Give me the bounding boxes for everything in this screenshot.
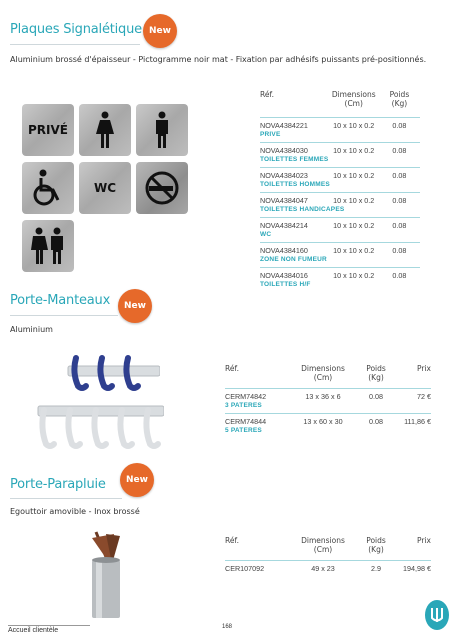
table-row — [260, 217, 420, 242]
logo-icon — [425, 600, 449, 630]
col-dim-unit: (Cm) — [313, 545, 333, 554]
table-row — [225, 413, 431, 438]
col-kg-label: Poids — [389, 90, 410, 99]
sign-women — [79, 104, 131, 156]
cell-dim: 10 x 10 x 0.2 — [333, 271, 375, 280]
col-ref: Réf. — [225, 536, 239, 545]
no-smoking-icon — [143, 169, 181, 207]
cell-kg: 0.08 — [392, 221, 407, 230]
page-number: 168 — [222, 624, 233, 630]
cell-dim: 49 x 23 — [311, 564, 335, 573]
col-kg — [355, 536, 397, 554]
col-kg — [379, 90, 420, 108]
cell-dim: 10 x 10 x 0.2 — [333, 121, 375, 130]
col-dim-unit: (Cm) — [313, 373, 333, 382]
col-kg-label: Poids — [366, 536, 386, 545]
section-title-parapluie: Porte-Parapluie — [10, 477, 106, 492]
section-title-plaques: Plaques Signalétique — [10, 22, 142, 37]
cell-label: TOILETTES HOMMES — [260, 181, 330, 188]
footer-accueil: Accueil clientèle — [8, 627, 59, 634]
cell-dim: 10 x 10 x 0.2 — [333, 171, 375, 180]
cell-prix: 194,98 € — [403, 564, 431, 573]
man-woman-icon — [30, 227, 66, 265]
col-dim — [291, 536, 355, 554]
cell-label: 3 PATERES — [225, 402, 262, 409]
cell-ref: NOVA4384214 — [260, 221, 308, 230]
cell-kg: 0.08 — [392, 271, 407, 280]
section-title-manteaux: Porte-Manteaux — [10, 293, 111, 308]
col-dim — [291, 364, 355, 382]
cell-kg: 0.08 — [392, 171, 407, 180]
cell-dim: 10 x 10 x 0.2 — [333, 196, 375, 205]
col-ref: Réf. — [225, 364, 239, 373]
cell-ref: CERM74842 — [225, 392, 267, 401]
table-header — [260, 90, 420, 108]
cell-label: PRIVE — [260, 131, 281, 138]
table-row — [260, 242, 420, 267]
sign-no-smoking — [136, 162, 188, 214]
new-badge: New — [143, 14, 177, 48]
col-kg — [355, 364, 397, 382]
title-underline — [10, 498, 122, 499]
col-kg-unit: (Kg) — [391, 99, 408, 108]
cell-kg: 0.08 — [392, 146, 407, 155]
col-prix: Prix — [417, 364, 431, 373]
sign-toilettes-hf — [22, 220, 74, 272]
table-header — [225, 536, 431, 554]
cell-label: TOILETTES H/F — [260, 281, 311, 288]
cell-ref: NOVA4384221 — [260, 121, 308, 130]
footer-divider — [8, 625, 90, 626]
sign-prive — [22, 104, 74, 156]
col-dim — [329, 90, 379, 108]
cell-label: WC — [260, 231, 272, 238]
cell-prix: 72 € — [417, 392, 431, 401]
cell-label: ZONE NON FUMEUR — [260, 256, 327, 263]
coat-rack-image-5 — [34, 400, 164, 452]
umbrella-stand-image — [82, 530, 130, 620]
cell-label: 5 PATERES — [225, 427, 262, 434]
woman-icon — [94, 111, 116, 149]
cell-ref: CER107092 — [225, 564, 265, 573]
cell-dim: 10 x 10 x 0.2 — [333, 146, 375, 155]
table-row — [225, 388, 431, 413]
col-dim-label: Dimensions — [331, 90, 376, 99]
subtitle-parapluie: Egouttoir amovible - Inox brossé — [10, 507, 140, 516]
table-manteaux — [225, 364, 431, 438]
sign-prive-text: PRIVÉ — [28, 123, 68, 137]
cell-dim: 10 x 10 x 0.2 — [333, 221, 375, 230]
new-badge: New — [120, 463, 154, 497]
cell-kg: 0.08 — [392, 196, 407, 205]
cell-prix: 111,86 € — [404, 417, 431, 426]
cell-kg: 0.08 — [392, 246, 407, 255]
table-header — [225, 364, 431, 382]
coat-rack-image-3 — [62, 346, 160, 392]
table-row — [260, 192, 420, 217]
sign-images — [22, 104, 188, 274]
sign-handicap — [22, 162, 74, 214]
wheelchair-icon — [31, 169, 65, 207]
cell-ref: NOVA4384016 — [260, 271, 308, 280]
subtitle-plaques: Aluminium brossé d'épaisseur - Pictogramme noir mat - Fixation par adhésifs puissants pré-positionnés. — [10, 55, 427, 64]
cell-dim: 13 x 36 x 6 — [305, 392, 341, 401]
title-underline — [10, 315, 118, 316]
subtitle-manteaux: Aluminium — [10, 325, 53, 334]
cell-kg: 0.08 — [369, 417, 383, 426]
col-kg-unit: (Kg) — [368, 373, 384, 382]
cell-ref: NOVA4384160 — [260, 246, 308, 255]
cell-ref: NOVA4384023 — [260, 171, 308, 180]
col-dim-label: Dimensions — [301, 536, 345, 545]
sign-wc-text: WC — [93, 181, 117, 195]
man-icon — [151, 111, 173, 149]
col-prix: Prix — [417, 536, 431, 545]
col-ref: Réf. — [260, 90, 274, 99]
col-kg-label: Poids — [366, 364, 386, 373]
cell-dim: 10 x 10 x 0.2 — [333, 246, 375, 255]
cell-kg: 0.08 — [369, 392, 383, 401]
cell-ref: NOVA4384047 — [260, 196, 308, 205]
table-parapluie — [225, 536, 431, 577]
col-dim-unit: (Cm) — [344, 99, 363, 108]
cell-ref: NOVA4384030 — [260, 146, 308, 155]
col-kg-unit: (Kg) — [368, 545, 384, 554]
table-row — [260, 167, 420, 192]
table-row — [225, 560, 431, 577]
table-plaques — [260, 90, 420, 292]
col-dim-label: Dimensions — [301, 364, 345, 373]
title-underline — [10, 44, 140, 45]
cell-ref: CERM74844 — [225, 417, 267, 426]
cell-dim: 13 x 60 x 30 — [303, 417, 343, 426]
cell-kg: 2.9 — [371, 564, 381, 573]
table-row — [260, 117, 420, 142]
cell-label: TOILETTES HANDICAPES — [260, 206, 345, 213]
brand-logo — [425, 600, 449, 630]
table-row — [260, 267, 420, 292]
new-badge: New — [118, 289, 152, 323]
sign-men — [136, 104, 188, 156]
table-row — [260, 142, 420, 167]
cell-label: TOILETTES FEMMES — [260, 156, 329, 163]
cell-kg: 0.08 — [392, 121, 407, 130]
sign-wc — [79, 162, 131, 214]
